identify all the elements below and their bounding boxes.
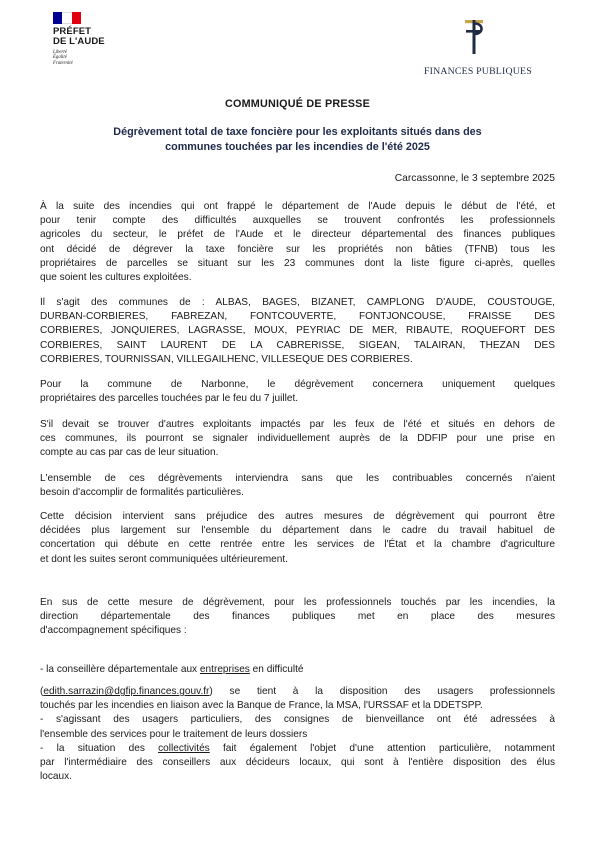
prefet-name-line2: DE L'AUDE [53, 36, 105, 47]
text-line: En sus de cette mesure de dégrèvement, pour les professionnels touchés par les incendies, la [40, 597, 555, 608]
text-line: ces communes, ils pourront se signaler individuellement auprès de la DDFIP pour une prise en [40, 433, 555, 445]
paragraph-other-farmers [40, 418, 555, 461]
text-line: concertation qui débute en cette rentrée entre les services de l'État et la chambre d'agriculture [40, 539, 555, 551]
dateline: Carcassonne, le 3 septembre 2025 [394, 173, 555, 184]
text-line: CORBIERES, SAINT LAURENT DE LA CABRERISSE, SIGEAN, TALAIRAN, THEZAN DES [40, 339, 555, 351]
text-line: direction départementale des finances publiques met en place des mesures [40, 611, 555, 623]
text-line: - s'agissant des usagers particuliers, des consignes de bienveillance ont été adressées à [40, 714, 555, 726]
bullet-text: - la conseillère départementale aux [40, 664, 200, 675]
text-line: pour tenir compte des difficultés auxquelles se trouvent confrontés les professionnels [40, 215, 555, 227]
text-line: À la suite des incendies qui ont frappé le département de l'Aude depuis le début de l'été, et [40, 201, 555, 212]
paragraph-narbonne [40, 378, 555, 406]
press-release-title [0, 125, 595, 155]
text-line: DURBAN-CORBIERES, FABREZAN, FONTCOUVERTE, FONTJONCOUSE, FRAISSE DES [40, 311, 555, 323]
prefet-name-line1: PRÉFET [53, 26, 92, 37]
text-line: l'ensemble des services pour le traitement de leurs dossiers [40, 728, 308, 740]
press-release-kicker: COMMUNIQUÉ DE PRESSE [225, 98, 370, 110]
text-line: d'accompagnement spécifiques : [40, 625, 187, 637]
motto-liberte: Liberté [53, 50, 67, 55]
text-line: locaux. [40, 771, 72, 783]
text-line: L'ensemble de ces dégrèvements interviendra sans que les contribuables concernés n'aient [40, 473, 555, 484]
text-line: CORBIERES, JONQUIERES, LAGRASSE, MOUX, PEYRIAC DE MER, RIBAUTE, ROQUEFORT DES [40, 325, 555, 337]
text-line: Il s'agit des communes de : ALBAS, BAGES, BIZANET, CAMPLONG D'AUDE, COUSTOUGE, [40, 297, 555, 308]
marianne-flag-icon [53, 12, 81, 24]
finances-publiques-name: FINANCES PUBLIQUES [424, 66, 532, 77]
paren-open: ( [40, 686, 44, 697]
text-line: Cette décision intervient sans préjudice des autres mesures de dégrèvement qui pourront être [40, 511, 555, 522]
motto-fraternite: Fraternité [53, 60, 73, 66]
paragraph-communes [40, 296, 555, 367]
text-line [40, 663, 555, 677]
paragraph-no-formalities [40, 472, 555, 500]
text-line: et dont les suites seront communiquées ultérieurement. [40, 553, 288, 565]
text-line: besoin d'accomplir de formalités particulières. [40, 487, 244, 499]
text-line: touchés par les incendies en liaison avec la Banque de France, la MSA, l'URSSAF et la DDETSPP. [40, 700, 483, 712]
contact-text: ) se tient à la disposition des usagers professionnels [209, 686, 555, 697]
text-line: compte au cas par cas de leur situation. [40, 447, 219, 459]
contact-email-link[interactable]: edith.sarrazin@dgfip.finances.gouv.fr [43, 686, 210, 697]
text-line: décidées plus largement sur l'ensemble du département dans le cadre du travail habituel de [40, 525, 555, 537]
text-line: Pour la commune de Narbonne, le dégrèvement concernera uniquement quelques [40, 379, 555, 390]
prefet-logo [53, 12, 133, 66]
text-line [40, 742, 555, 756]
motto [53, 50, 133, 66]
paragraph-support-measures [40, 596, 555, 639]
entreprises-link[interactable]: entreprises [199, 664, 250, 675]
text-line: propriétaires des parcelles touchées par le feu du 7 juillet. [40, 393, 299, 405]
title-line-2: communes touchées par les incendies de l'été 2025 [165, 141, 430, 153]
paragraph-decision [40, 510, 555, 567]
collectivites-link[interactable]: collectivités [158, 742, 210, 754]
text-line: agricoles du secteur, le préfet de l'Aude et le directeur départemental des finances publiques [40, 229, 555, 241]
finances-publiques-emblem-icon [461, 17, 487, 57]
paragraph-intro [40, 200, 555, 285]
text-line: ont décidé de dégrever la taxe foncière sur les propriétés non bâties (TFNB) tous les [40, 243, 555, 255]
finances-publiques-logo [424, 17, 532, 77]
title-line-1: Dégrèvement total de taxe foncière pour les exploitants situés dans des [113, 126, 482, 138]
text-line: CORBIERES, TOURNISSAN, VILLEGAILHENC, VILLESEQUE DES CORBIERES. [40, 353, 413, 365]
bullet-text: fait également l'objet d'une attention particulière, notamment [209, 742, 555, 754]
bullet-business-advisor [40, 663, 555, 677]
text-line: que soient les cultures exploitées. [40, 272, 192, 284]
text-line: propriétaires de parcelles se situant sur les 23 communes dont la liste figure ci-après, quelles [40, 257, 555, 269]
text-line: S'il devait se trouver d'autres exploitants impactés par les feux de l'été et situés en dehors de [40, 419, 555, 430]
bullet-text: en difficulté [249, 664, 304, 675]
paragraph-contact [40, 685, 555, 784]
text-line [40, 685, 555, 699]
bullet-text: - la situation des [40, 742, 159, 754]
motto-egalite: Égalité [53, 55, 67, 61]
text-line: par l'intermédiaire des conseillers aux décideurs locaux, qui sont à l'entière disposition des élus [40, 757, 555, 769]
